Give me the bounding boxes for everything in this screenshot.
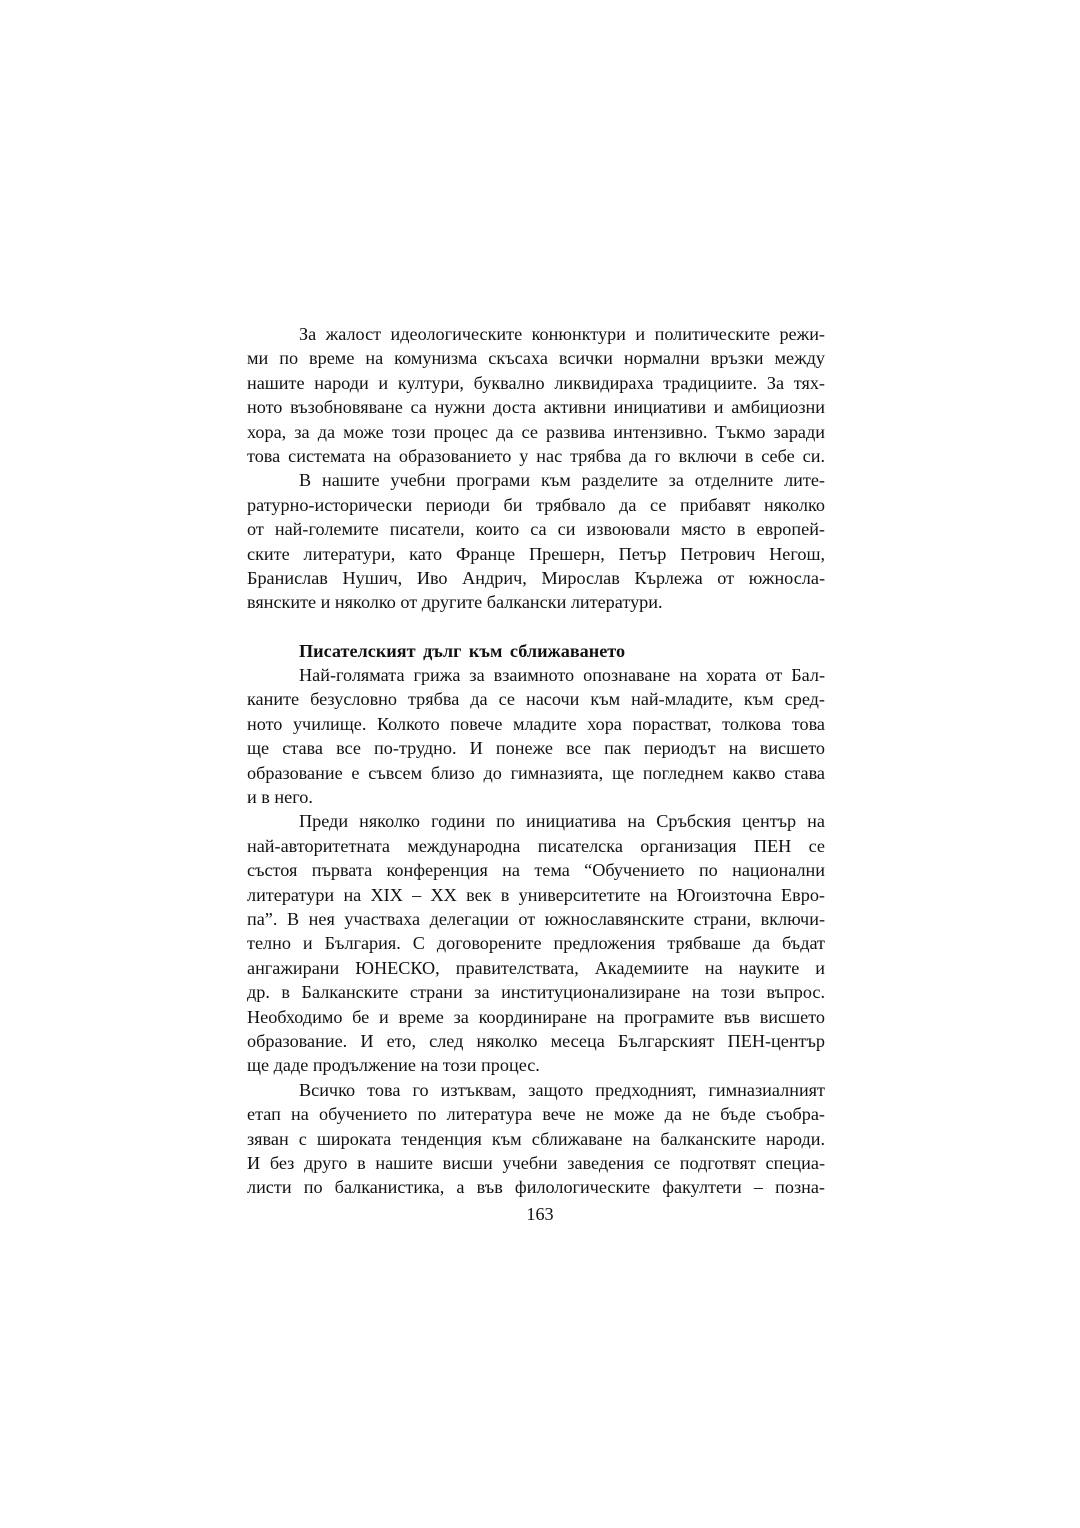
section-spacer <box>247 615 825 639</box>
text-line: ще даде продължение на този процес. <box>247 1055 540 1076</box>
text-line: образование. И ето, след няколко месеца Българският ПЕН-център <box>247 1030 825 1051</box>
text-line: ангажирани ЮНЕСКО, правителствата, Академиите на науките и <box>247 957 825 978</box>
text-line: зяван с широката тенденция към сближаване на балканските народи. <box>247 1128 825 1149</box>
text-line: Преди няколко години по инициатива на Сръбския център на <box>299 811 825 832</box>
text-line: В нашите учебни програми към разделите за отделните лите- <box>299 470 825 491</box>
paragraph-1 <box>247 322 825 468</box>
text-line: телно и България. С договорените предложения трябваше да бъдат <box>247 933 825 954</box>
text-line: каните безусловно трябва да се насочи към най-младите, към сред- <box>247 689 825 710</box>
text-line: Необходимо бе и време за координиране на програмите във висшето <box>247 1006 825 1027</box>
page-number: 163 <box>526 1204 554 1224</box>
text-line: Бранислав Нушич, Иво Андрич, Мирослав Кърлежа от южносла- <box>247 567 825 588</box>
body-text <box>247 322 825 1200</box>
text-line: най-авторитетната международна писателска организация ПЕН се <box>247 835 825 856</box>
text-line: ното възобновяване са нужни доста активни инициативи и амбициозни <box>247 397 825 418</box>
text-line: листи по балканистика, а във филологическите факултети – позна- <box>247 1177 825 1198</box>
paragraph-3 <box>247 663 825 809</box>
paragraph-2 <box>247 468 825 614</box>
text-line: ратурно-исторически периоди би трябвало да се прибавят няколко <box>247 494 825 515</box>
text-line: Най-голямата грижа за взаимното опознаване на хората от Бал- <box>299 665 825 686</box>
text-line: ми по време на комунизма скъсаха всички нормални връзки между <box>247 348 825 369</box>
text-line: ще става все по-трудно. И понеже все пак периодът на висшето <box>247 738 825 759</box>
text-line: образование е съвсем близо до гимназията, ще погледнем какво става <box>247 762 825 783</box>
text-line: др. в Балканските страни за институционализиране на този въпрос. <box>247 982 825 1003</box>
text-line: За жалост идеологическите конюнктури и политическите режи- <box>299 324 825 344</box>
section-heading: Писателският дълг към сближаването <box>299 640 626 661</box>
text-line: Всичко това го изтъквам, защото предходният, гимназиалният <box>299 1079 825 1100</box>
text-line: ното училище. Колкото повече младите хора порастват, толкова това <box>247 713 825 734</box>
text-line: от най-големите писатели, които са си извоювали място в европей- <box>247 519 825 540</box>
text-line: етап на обучението по литература вече не може да не бъде съобра- <box>247 1104 825 1125</box>
text-line: нашите народи и култури, буквално ликвидираха традициите. За тях- <box>247 372 825 393</box>
text-line: и в него. <box>247 787 313 808</box>
paragraph-4 <box>247 809 825 1077</box>
text-line: И без друго в нашите висши учебни заведения се подготвят специа- <box>247 1152 825 1173</box>
text-line: литератури на XIX – XX век в университетите на Югоизточна Евро- <box>247 884 825 905</box>
text-line: па”. В нея участваха делегации от южнославянските страни, включи- <box>247 908 825 929</box>
text-line: хора, за да може този процес да се развива интензивно. Тъкмо заради <box>247 421 825 442</box>
text-line: състоя първата конференция на тема “Обучението по национални <box>247 860 825 881</box>
paragraph-5 <box>247 1078 825 1200</box>
text-line: това системата на образованието у нас трябва да го включи в себе си. <box>247 445 825 466</box>
text-line: вянските и няколко от другите балкански литератури. <box>247 592 663 613</box>
text-line: ските литератури, като Франце Прешерн, Петър Петрович Негош, <box>247 543 825 564</box>
